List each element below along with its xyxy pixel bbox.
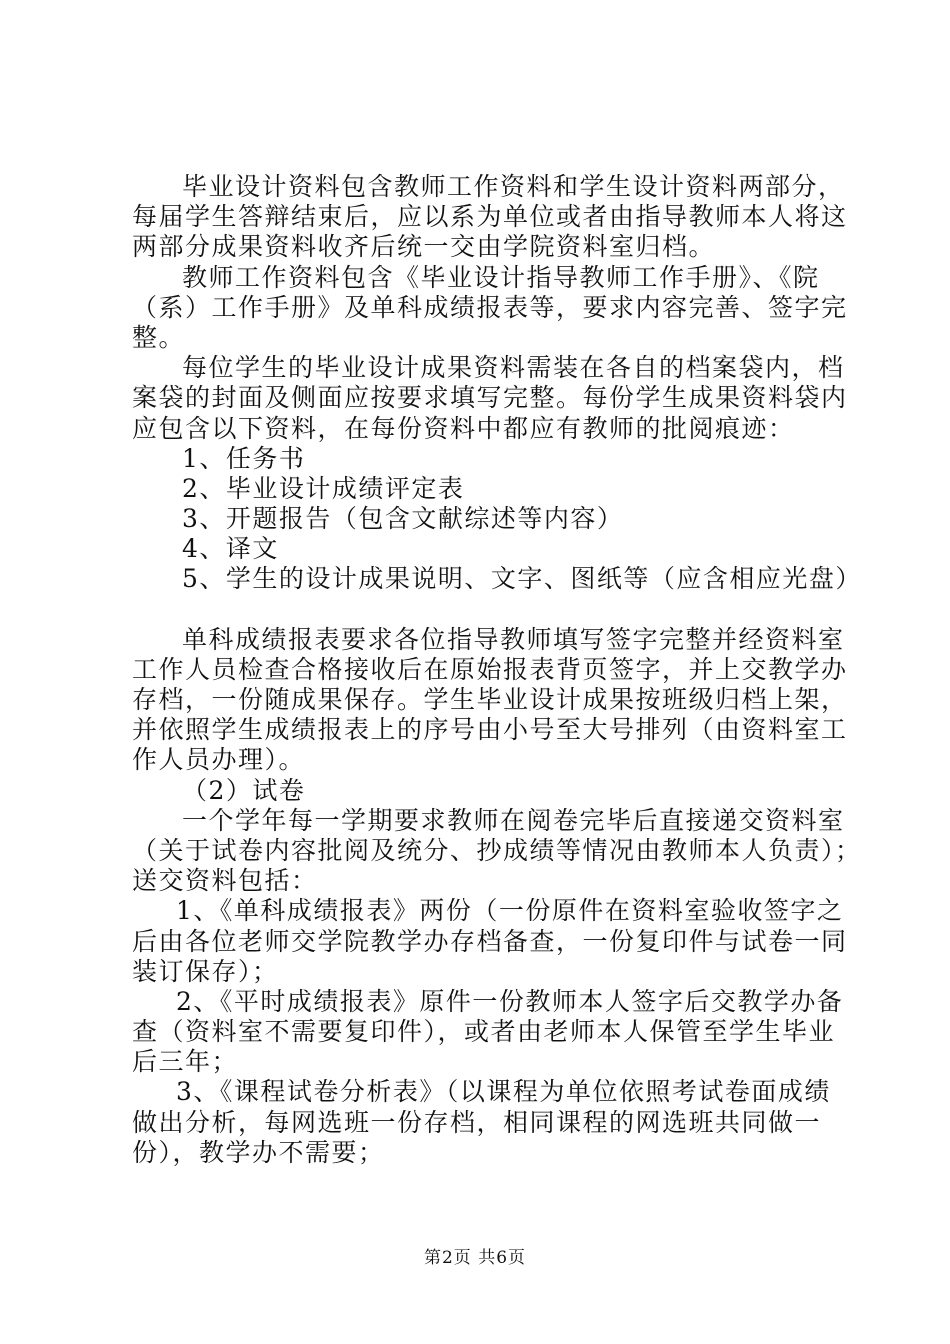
paragraph — [132, 776, 832, 806]
text-line: 每届学生答辩结束后，应以系为单位或者由指导教师本人将这 — [132, 202, 848, 232]
document-body — [132, 172, 862, 1168]
list-item — [132, 534, 832, 564]
text-line: 后三年； — [132, 1047, 239, 1077]
text-line: 应包含以下资料，在每份资料中都应有教师的批阅痕迹： — [132, 413, 795, 443]
text-line: 存档，一份随成果保存。学生毕业设计成果按班级归档上架， — [132, 685, 848, 714]
paragraph — [132, 624, 848, 776]
text-line: （2）试卷 — [182, 775, 306, 805]
text-line: 一个学年每一学期要求教师在阅卷完毕后直接递交资料室 — [182, 805, 845, 835]
text-line: 份），教学办不需要； — [132, 1137, 385, 1167]
text-line: 后由各位老师交学院教学办存档备查，一份复印件与试卷一同 — [132, 926, 848, 956]
text-line: 1、《单科成绩报表》两份（一份原件在资料室验收签字之 — [176, 896, 844, 926]
paragraph — [132, 262, 848, 354]
text-line: （系）工作手册》及单科成绩报表等，要求内容完善、签字完 — [132, 292, 848, 322]
paragraph — [132, 353, 848, 444]
text-line: 毕业设计资料包含教师工作资料和学生设计资料两部分， — [182, 172, 845, 201]
paragraph — [132, 1077, 832, 1168]
text-line: （关于试卷内容批阅及统分、抄成绩等情况由教师本人负责）； — [132, 835, 862, 865]
text-line: 作人员办理）。 — [132, 745, 306, 775]
list-item — [132, 564, 862, 594]
paragraph-gap — [132, 595, 832, 625]
text-line: 整。 — [132, 322, 186, 352]
text-line: 3、《课程试卷分析表》（以课程为单位依照考试卷面成绩 — [176, 1077, 831, 1107]
text-line: 工作人员检查合格接收后在原始报表背页签字，并上交教学办 — [132, 654, 848, 684]
text-line: 教师工作资料包含《毕业设计指导教师工作手册》、《院 — [182, 262, 820, 292]
text-line: 送交资料包括： — [132, 866, 318, 896]
paragraph — [132, 986, 844, 1078]
text-line: 单科成绩报表要求各位指导教师填写签字完整并经资料室 — [182, 624, 845, 654]
text-line: 4、译文 — [182, 534, 279, 564]
text-line: 2、毕业设计成绩评定表 — [182, 473, 465, 503]
text-line: 2、《平时成绩报表》原件一份教师本人签字后交教学办备 — [176, 986, 844, 1016]
text-line: 5、学生的设计成果说明、文字、图纸等（应含相应光盘） — [182, 564, 862, 594]
text-line: 3、开题报告（包含文献综述等内容） — [182, 504, 624, 534]
paragraph — [132, 805, 862, 897]
paragraph — [132, 172, 848, 263]
text-line: 每位学生的毕业设计成果资料需装在各自的档案袋内，档 — [182, 353, 845, 383]
text-line: 案袋的封面及侧面应按要求填写完整。每份学生成果资料袋内 — [132, 383, 848, 413]
text-line: 两部分成果资料收齐后统一交由学院资料室归档。 — [132, 232, 716, 262]
text-line: 装订保存）； — [132, 956, 279, 986]
text-line: 做出分析，每网选班一份存档，相同课程的网选班共同做一 — [132, 1107, 822, 1137]
list-item — [132, 504, 832, 534]
list-item — [132, 444, 832, 474]
text-line: 并依照学生成绩报表上的序号由小号至大号排列（由资料室工 — [132, 715, 848, 745]
paragraph — [132, 896, 848, 987]
page-footer: 第2页 共6页 — [423, 1248, 527, 1268]
list-item — [132, 474, 832, 504]
text-line: 查（资料室不需要复印件），或者由老师本人保管至学生毕业 — [132, 1017, 836, 1047]
text-line: 1、任务书 — [182, 443, 306, 473]
